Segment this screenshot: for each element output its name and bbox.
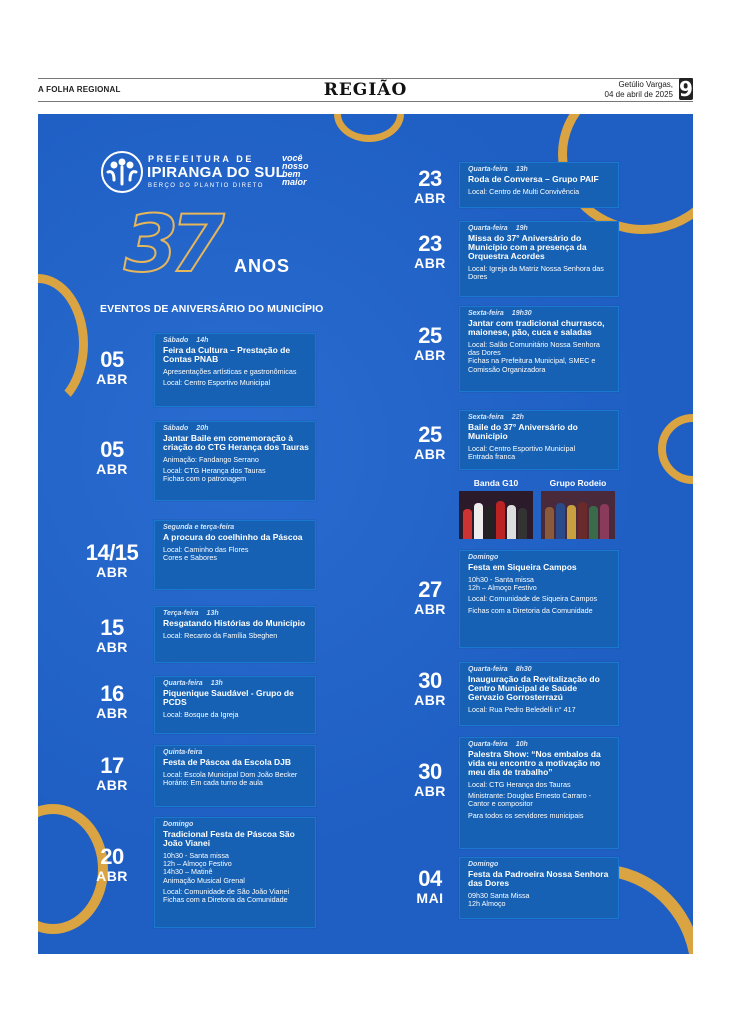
dateline-date: 04 de abril de 2025: [604, 90, 673, 99]
event-weekday-time: [163, 821, 309, 828]
event-date: [72, 542, 152, 580]
people-logo-icon: [100, 150, 144, 194]
event-title: Festa da Padroeira Nossa Senhora das Dores: [468, 869, 609, 888]
page-number: 9: [679, 77, 693, 101]
event-detail: Local: Bosque da Igreja: [163, 710, 239, 719]
logo-city-name: IPIRANGA DO SUL: [147, 164, 286, 181]
event-month: ABR: [96, 777, 128, 793]
event-detail: Ministrante: Douglas Ernesto Carraro - Cantor e compositor: [468, 791, 592, 809]
event-day: 25: [418, 422, 442, 447]
event-title: Jantar Baile em comemoração à criação do CTG Herança dos Tauras: [163, 433, 309, 452]
event-detail: Local: Rua Pedro Beledelli n° 417: [468, 705, 576, 714]
event-month: ABR: [414, 255, 446, 271]
event-weekday: Domingo: [468, 861, 499, 868]
event-month: ABR: [96, 564, 128, 580]
band-label: Banda G10: [473, 478, 519, 488]
event-weekday-time: [468, 414, 612, 421]
event-detail: Apresentações artísticas e gastronômicas: [163, 367, 297, 376]
event-weekday-time: [468, 741, 612, 748]
newspaper-name: A FOLHA REGIONAL: [38, 85, 121, 94]
event-time: 20h: [196, 425, 209, 432]
band-banda-g10: [459, 478, 533, 540]
section-title: REGIÃO: [323, 80, 408, 100]
event-title: Tradicional Festa de Páscoa São João Vianei: [163, 829, 295, 848]
slogan-word: nosso: [282, 161, 309, 171]
event-title: Inauguração da Revitalização do Centro Municipal de Saúde Gervazio Gorrosterrazú: [468, 674, 600, 702]
event-time: 19h30: [511, 310, 532, 317]
event-title: Resgatando Histórias do Município: [163, 618, 306, 628]
event-date: [72, 755, 152, 793]
event-day: 14/15: [85, 540, 139, 565]
event-weekday: Domingo: [468, 554, 499, 561]
logo-prefeitura-text: PREFEITURA DE: [148, 154, 254, 164]
event-poster: [38, 114, 693, 954]
event-card: [459, 306, 619, 392]
event-detail: 10h30 - Santa missa 12h – Almoço Festivo: [468, 575, 537, 593]
event-weekday: Sexta-feira: [468, 310, 504, 317]
event-month: ABR: [96, 461, 128, 477]
event-weekday-time: [468, 861, 612, 868]
event-weekday-time: [468, 554, 612, 561]
event-day: 05: [100, 437, 124, 462]
event-weekday: Terça-feira: [163, 610, 199, 617]
slogan-word: você: [282, 153, 303, 163]
event-weekday-time: [163, 425, 309, 432]
event-day: 30: [418, 759, 442, 784]
event-time: 13h: [515, 166, 528, 173]
slogan: [282, 154, 309, 186]
event-month: ABR: [96, 639, 128, 655]
event-time: 13h: [210, 680, 223, 687]
gold-ring-decoration: [658, 414, 693, 484]
event-date: [390, 868, 470, 906]
event-date: [72, 846, 152, 884]
anniversary-emblem: [124, 200, 304, 290]
event-detail: Local: Comunidade de São João Vianei Fichas com a Diretoria da Comunidade: [163, 886, 290, 905]
event-month: ABR: [414, 190, 446, 206]
event-title: Festa de Páscoa da Escola DJB: [163, 757, 292, 767]
newspaper-header: [38, 78, 693, 102]
event-weekday-time: [163, 524, 309, 531]
event-detail: Local: Salão Comunitário Nossa Senhora das Dores Fichas na Prefeitura Municipal, SMEC e Comissão Organizadora: [468, 340, 600, 374]
event-time: 13h: [206, 610, 219, 617]
event-month: ABR: [414, 347, 446, 363]
event-detail: Local: Comunidade de Siqueira Campos: [468, 594, 598, 604]
event-month: ABR: [414, 783, 446, 799]
event-card: [459, 857, 619, 919]
event-date: [390, 761, 470, 799]
event-card: [459, 737, 619, 849]
anniversary-number: 37: [124, 200, 217, 290]
event-weekday: Sexta-feira: [468, 414, 504, 421]
event-weekday-time: [163, 749, 309, 756]
slogan-word: maior: [282, 177, 307, 187]
event-day: 30: [418, 668, 442, 693]
event-detail: Local: Centro Esportivo Municipal Entrada franca: [468, 444, 576, 462]
event-day: 20: [100, 844, 124, 869]
event-detail: Local: Caminho das Flores Cores e Sabores: [163, 545, 249, 563]
event-card: [154, 817, 316, 928]
event-date: [72, 617, 152, 655]
event-date: [390, 325, 470, 363]
logo-tagline: BERÇO DO PLANTIO DIRETO: [148, 183, 264, 189]
event-title: Roda de Conversa – Grupo PAIF: [468, 174, 599, 184]
event-month: ABR: [414, 692, 446, 708]
event-title: Piquenique Saudável - Grupo de PCDS: [163, 688, 294, 707]
band-grupo-rodeio: [541, 478, 615, 540]
event-weekday: Quarta-feira: [468, 666, 508, 673]
event-day: 05: [100, 347, 124, 372]
gold-ring-decoration: [38, 274, 88, 414]
event-card: [154, 421, 316, 501]
band-photo: [541, 491, 615, 539]
event-month: MAI: [416, 890, 444, 906]
event-date: [390, 579, 470, 617]
event-title: Feira da Cultura – Prestação de Contas PNAB: [163, 345, 291, 364]
event-weekday: Quarta-feira: [468, 166, 508, 173]
event-weekday: Quarta-feira: [163, 680, 203, 687]
event-title: Jantar com tradicional churrasco, maionese, pão, cuca e saladas: [468, 318, 605, 337]
event-card: [459, 162, 619, 208]
event-day: 15: [100, 615, 124, 640]
event-detail: Para todos os servidores municipais: [468, 810, 584, 820]
event-time: 14h: [196, 337, 209, 344]
event-date: [390, 670, 470, 708]
event-detail: Local: Centro Esportivo Municipal: [163, 378, 271, 388]
events-title: EVENTOS DE ANIVERSÁRIO DO MUNICÍPIO: [100, 303, 324, 315]
event-card: [154, 676, 316, 734]
event-detail: Local: Escola Municipal Dom João Becker Horário: Em cada turno de aula: [163, 770, 298, 788]
event-day: 27: [418, 577, 442, 602]
event-date: [72, 349, 152, 387]
event-date: [390, 233, 470, 271]
event-time: 19h: [515, 225, 528, 232]
event-title: Baile do 37° Aniversário do Município: [468, 422, 578, 441]
dateline: [605, 80, 674, 100]
dateline-city: Getúlio Vargas,: [618, 80, 673, 89]
event-detail: Local: Igreja da Matriz Nossa Senhora das Dores: [468, 264, 604, 282]
event-title: Palestra Show: “Nos embalos da vida eu encontro a motivação no meu dia de trabalho”: [468, 749, 601, 777]
gold-ring-decoration: [334, 114, 404, 142]
event-card: [459, 550, 619, 648]
band-label: Grupo Rodeio: [549, 478, 607, 488]
event-card: [459, 221, 619, 297]
event-day: 17: [100, 753, 124, 778]
event-month: ABR: [96, 371, 128, 387]
event-weekday: Domingo: [163, 821, 194, 828]
event-weekday: Quinta-feira: [163, 749, 203, 756]
event-day: 23: [418, 231, 442, 256]
event-month: ABR: [96, 705, 128, 721]
event-day: 23: [418, 166, 442, 191]
band-photo: [459, 491, 533, 539]
event-weekday-time: [163, 337, 309, 344]
event-detail: Local: CTG Herança dos Tauras Fichas com o patronagem: [163, 466, 266, 484]
event-weekday-time: [468, 225, 612, 232]
event-detail: Animação: Fandango Serrano: [163, 455, 259, 464]
slogan-word: bem: [282, 169, 301, 179]
event-month: ABR: [414, 446, 446, 462]
event-weekday: Quarta-feira: [468, 741, 508, 748]
event-weekday-time: [163, 610, 309, 617]
event-month: ABR: [96, 868, 128, 884]
event-month: ABR: [414, 601, 446, 617]
event-time: 10h: [515, 741, 528, 748]
event-detail: 10h30 - Santa missa 12h – Almoço Festivo 14h30 – Matinê Animação Musical Grenal: [163, 851, 245, 885]
anniversary-word: ANOS: [234, 256, 291, 276]
event-weekday: Sábado: [163, 337, 189, 344]
event-detail: Local: CTG Herança dos Tauras: [468, 780, 571, 789]
event-day: 16: [100, 681, 124, 706]
event-card: [459, 662, 619, 726]
event-weekday: Sábado: [163, 425, 189, 432]
event-day: 04: [418, 866, 442, 891]
event-card: [154, 333, 316, 407]
event-detail: Local: Centro de Multi Convivência: [468, 187, 580, 196]
event-date: [390, 168, 470, 206]
event-weekday-time: [468, 310, 612, 317]
event-weekday: Segunda e terça-feira: [163, 524, 235, 531]
event-weekday-time: [468, 666, 612, 673]
event-card: [154, 745, 316, 807]
event-date: [390, 424, 470, 462]
event-title: Missa do 37° Aniversário do Município com a presença da Orquestra Acordes: [468, 233, 587, 261]
event-card: [154, 520, 316, 590]
event-title: Festa em Siqueira Campos: [468, 562, 577, 572]
event-detail: Fichas com a Diretoria da Comunidade: [468, 605, 593, 615]
event-detail: 09h30 Santa Missa 12h Almoço: [468, 891, 530, 909]
event-detail: Local: Recanto da Família Sbeghen: [163, 631, 278, 640]
event-card: [459, 410, 619, 470]
event-card: [154, 606, 316, 663]
event-weekday-time: [468, 166, 612, 173]
event-weekday-time: [163, 680, 309, 687]
event-title: A procura do coelhinho da Páscoa: [163, 532, 303, 542]
event-time: 22h: [511, 414, 524, 421]
event-date: [72, 683, 152, 721]
event-weekday: Quarta-feira: [468, 225, 508, 232]
event-day: 25: [418, 323, 442, 348]
prefeitura-logo: [100, 150, 310, 196]
event-time: 8h30: [515, 666, 532, 673]
event-date: [72, 439, 152, 477]
